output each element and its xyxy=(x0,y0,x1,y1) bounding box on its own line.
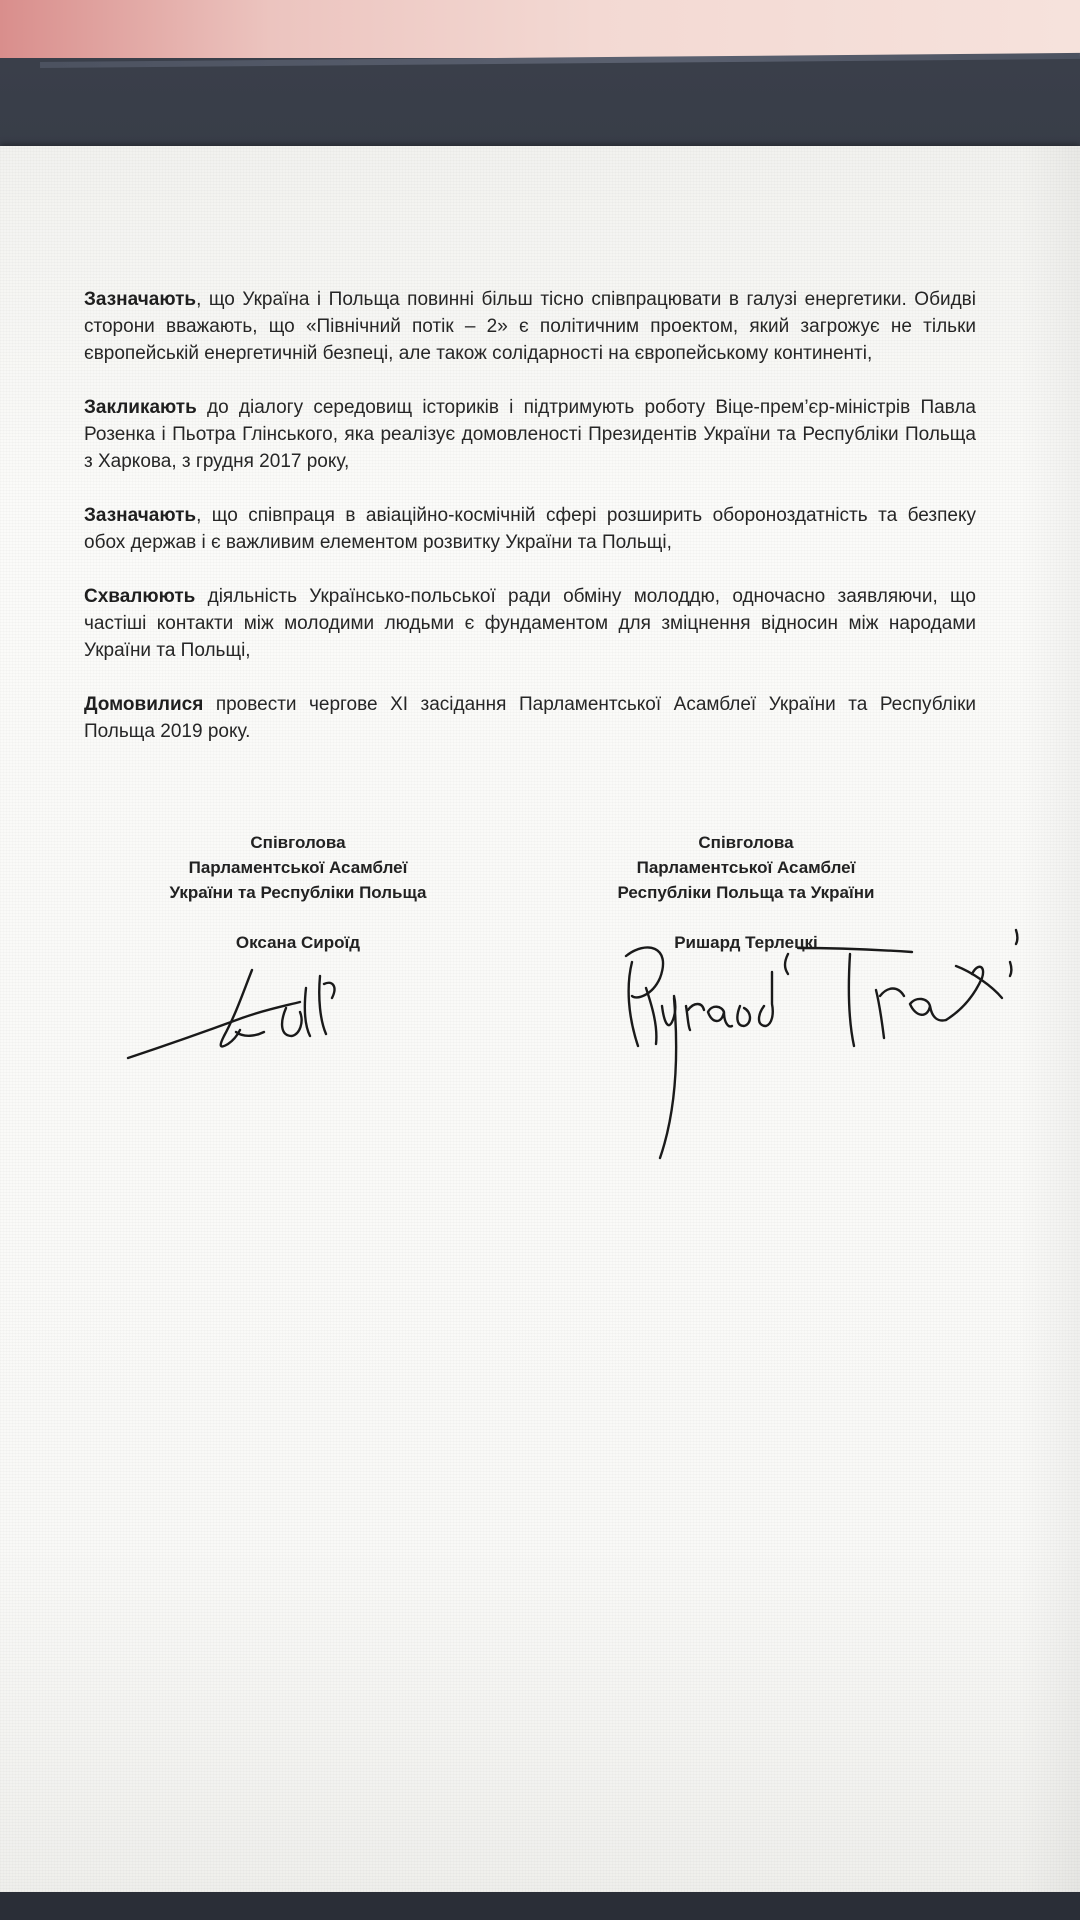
signature-left xyxy=(124,966,384,1066)
paragraph-aerospace xyxy=(84,502,976,556)
paragraph-text: , що співпраця в авіаційно-космічній сфері розширить обороноздатність та безпеку обох держав і є важливим елементом розвитку України та Польщі, xyxy=(84,505,976,553)
signatory-organization: Парламентської Асамблеї xyxy=(188,858,408,877)
paragraph-next-session xyxy=(84,691,976,745)
paragraph-energy xyxy=(84,286,976,367)
paragraph-lead: Закликають xyxy=(84,397,197,418)
paragraph-lead: Зазначають xyxy=(84,289,197,310)
paragraph-lead: Схвалюють xyxy=(84,586,196,607)
paragraph-text: до діалогу середовищ істориків і підтримують роботу Віце-прем’єр-міністрів Павла Розенка і Пьотра Глінського, яка реалізує домовленості Президентів України та Республіки Польща з Харкова, з грудня 2017 року, xyxy=(84,397,976,472)
document-page xyxy=(0,146,1080,1892)
signatory-left xyxy=(68,830,528,955)
paragraph-lead: Зазначають xyxy=(84,505,197,526)
signature-right xyxy=(612,926,1032,1186)
paragraph-lead: Домовилися xyxy=(84,694,204,715)
signatory-name: Оксана Сироїд xyxy=(235,933,361,952)
signatory-title: Співголова xyxy=(250,833,346,852)
document-body xyxy=(84,286,976,772)
signatory-organization-detail: Республіки Польща та України xyxy=(617,883,875,902)
folder-bottom-edge xyxy=(0,1892,1080,1920)
paragraph-text: , що Україна і Польща повинні більш тісно співпрацювати в галузі енергетики. Обидві сторони вважають, що «Північний потік – 2» є політичним проектом, який загрожує не тільки європейській енергетичній безпеці, але також солідарності на європейському континенті, xyxy=(84,289,976,364)
paragraph-text: провести чергове XI засідання Парламентської Асамблеї України та Республіки Польща 2019 року. xyxy=(84,694,976,742)
paragraph-text: діяльність Українсько-польської ради обміну молоддю, одночасно заявляючи, що частіші контакти між молодими людьми є фундаментом для зміцнення відносин між народами України та Польщі, xyxy=(84,586,976,661)
signatory-organization-detail: України та Республіки Польща xyxy=(169,883,427,902)
signatory-organization: Парламентської Асамблеї xyxy=(636,858,856,877)
signatory-title: Співголова xyxy=(698,833,794,852)
paragraph-youth-exchange xyxy=(84,583,976,664)
signatory-name: Ришард Терлецкі xyxy=(674,933,818,952)
paragraph-historians xyxy=(84,394,976,475)
